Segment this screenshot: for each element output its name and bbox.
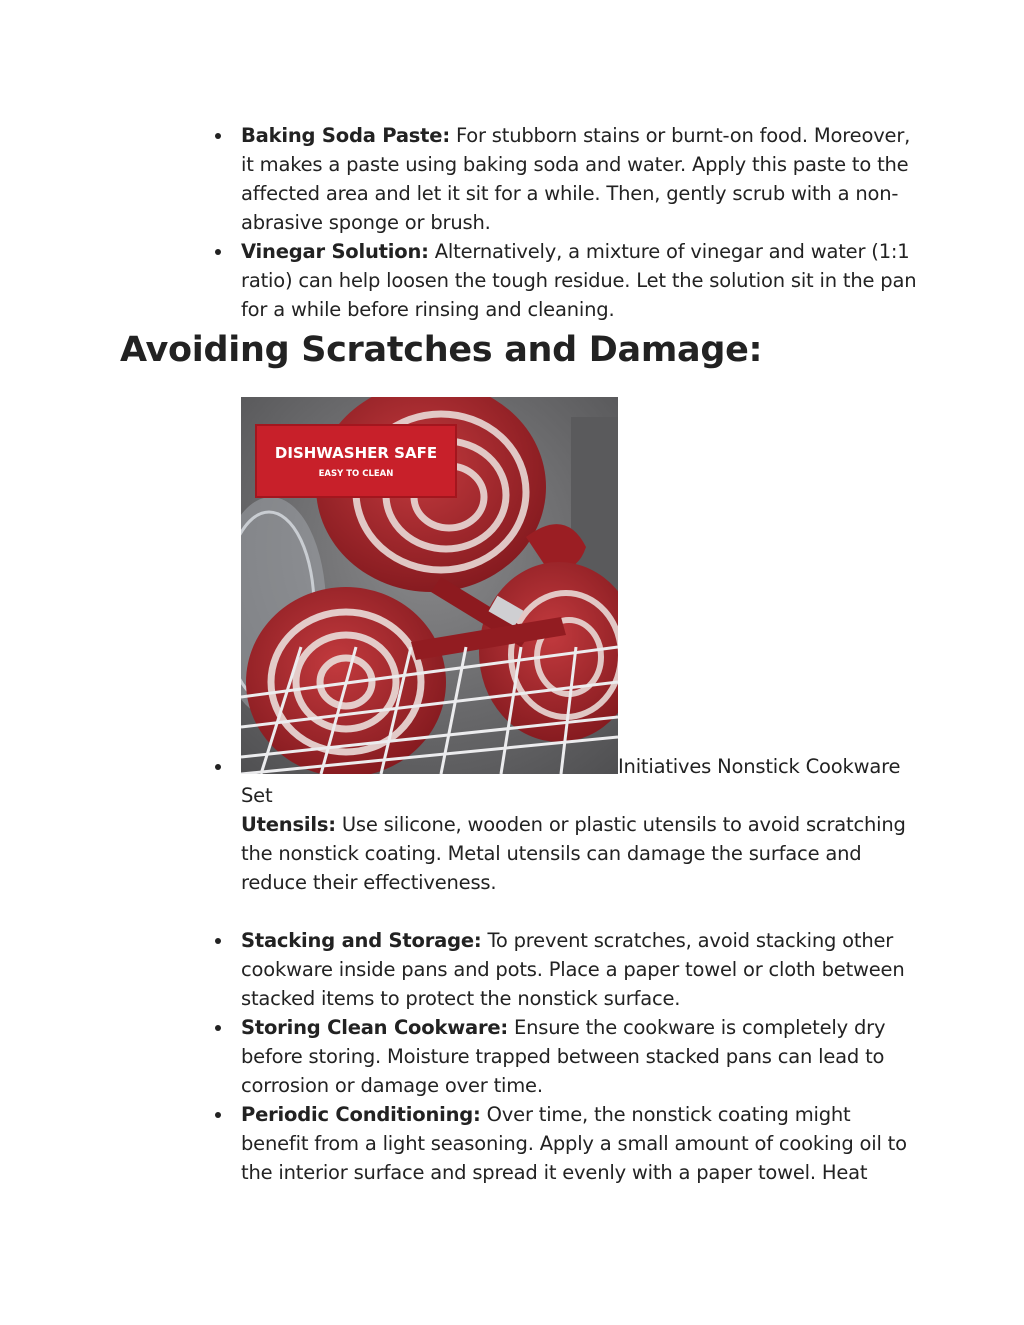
list-item [241,237,921,324]
item-term: Vinegar Solution: [241,240,429,263]
item-text: Ensure the cookware is completely dry before storing. Moisture trapped between stacked pans can lead to corrosion or damage over time. [241,1016,886,1097]
cookware-dishwasher-image [241,397,618,774]
utensils-paragraph [241,810,921,897]
item-term: Stacking and Storage: [241,929,482,952]
storage-tips-list [241,926,921,1187]
item-term: Baking Soda Paste: [241,124,450,147]
item-text: Over time, the nonstick coating might benefit from a light seasoning. Apply a small amount of cooking oil to the interior surface and spread it evenly with a paper towel. Heat [241,1103,907,1184]
list-item [241,926,921,1013]
item-text: For stubborn stains or burnt-on food. Moreover, it makes a paste using baking soda and water. Apply this paste to the affected area and let it sit for a while. Then, gently scrub with a non-abrasive sponge or brush. [241,124,911,234]
item-text: Use silicone, wooden or plastic utensils to avoid scratching the nonstick coating. Metal utensils can damage the surface and reduce their effectiveness. [241,813,906,894]
list-item [241,1100,921,1187]
item-term: Utensils: [241,813,336,836]
badge-subtitle: EASY TO CLEAN [318,469,394,479]
badge-title: DISHWASHER SAFE [274,444,438,462]
item-term: Periodic Conditioning: [241,1103,481,1126]
list-item [241,121,921,237]
section-heading: Avoiding Scratches and Damage: [120,330,763,370]
image-caption-continued: Set [241,784,273,807]
list-item [241,1013,921,1100]
item-term: Storing Clean Cookware: [241,1016,509,1039]
item-text: To prevent scratches, avoid stacking other cookware inside pans and pots. Place a paper towel or cloth between stacked items to protect the nonstick surface. [241,929,905,1010]
item-text: Alternatively, a mixture of vinegar and water (1:1 ratio) can help loosen the tough residue. Let the solution sit in the pan for a while before rinsing and cleaning. [241,240,917,321]
image-caption: Initiatives Nonstick Cookware [618,755,901,778]
cleaning-tips-list [241,121,921,324]
